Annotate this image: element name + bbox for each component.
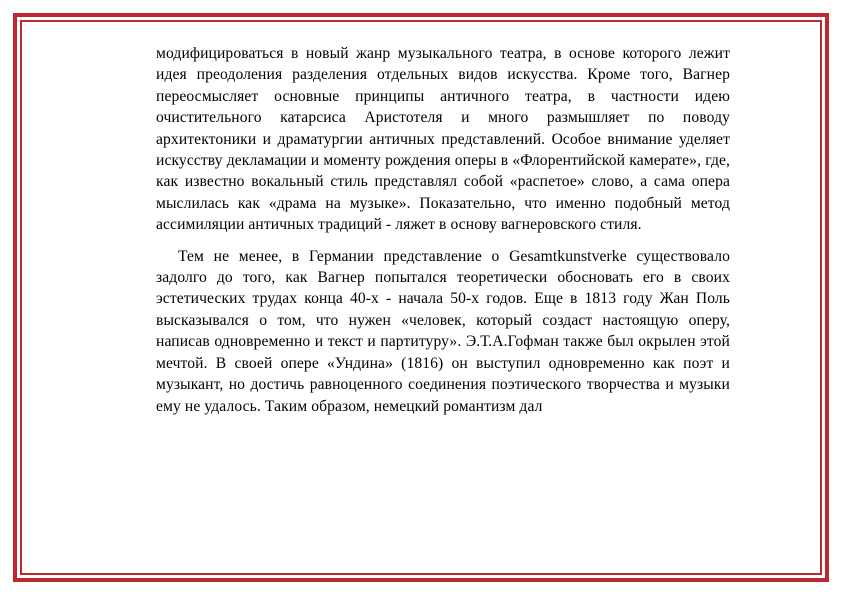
paragraph-2: Тем не менее, в Германии представление о Gesamtkunstverke существовало задолго до того, как Вагнер попытался теоретически обосновать его в своих эстетических трудах конца 40-х - начала 50-х годов. Еще в 1813 году Жан Поль высказывался о том, что нужен «человек, который создаст настоящую оперу, написав одновременно и текст и партитуру». Э.Т.А.Гофман также был окрылен этой мечтой. В своей опере «Ундина» (1816) он выступил одновременно как поэт и музыкант, но достичь равноценного соединения поэтического творчества и музыки ему не удалось. Таким образом, немецкий романтизм дал: [156, 247, 730, 415]
document-body: [156, 43, 730, 417]
paragraph-1: модифицироваться в новый жанр музыкального театра, в основе которого лежит идея преодоления разделения отдельных видов искусства. Кроме того, Вагнер переосмысляет основные принципы античного театра, в частности идею очистительного катарсиса Аристотеля и много размышляет по поводу архитектоники и драматургии античных представлений. Особое внимание уделяет искусству декламации и моменту рождения оперы в «Флорентийской камерате», где, как известно вокальный стиль представлял собой «распетое» слово, а сама опера мыслилась как «драма на музыке». Показательно, что именно подобный метод ассимиляции античных традиций - ляжет в основу вагнеровского стиля.: [156, 45, 730, 234]
